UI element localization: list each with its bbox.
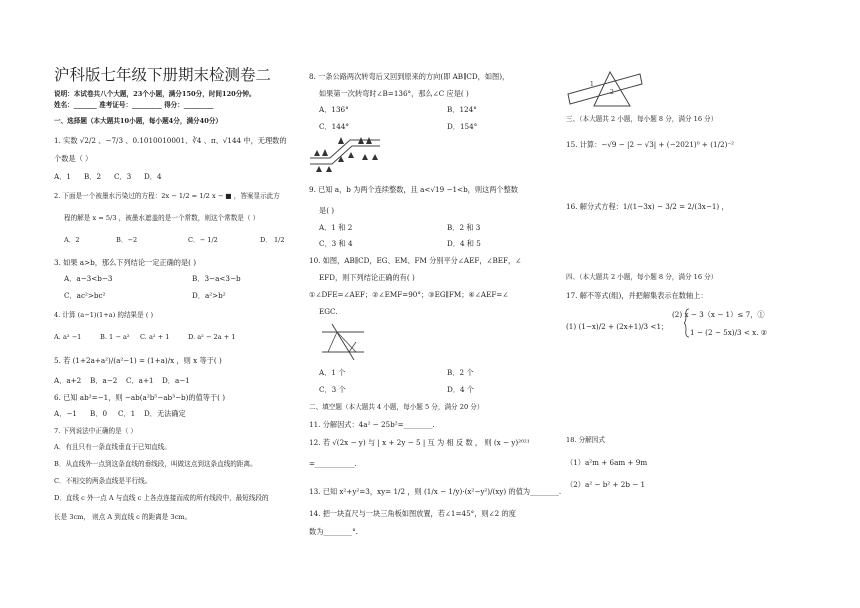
parallel-lines-figure	[320, 322, 366, 362]
q9-option-c: C．3 和 4	[319, 239, 353, 248]
q8-option-a: A．136°	[319, 105, 349, 114]
q1-line1: 1. 实数 √2/2 、−7/3 、0.1010010001、∛4 、π、√144 中，无理数的	[54, 136, 287, 145]
q9-option-a: A．1 和 2	[319, 223, 353, 232]
q5-stem: 5. 若 (1+2a+a²)/(a²−1) = (1+a)/x ，则 x 等于( )	[54, 356, 222, 365]
q17-part2-line1: (2) x − 3（x − 1）≤ 7，①	[672, 310, 765, 319]
q2-line2: 程的解是 x = 5/3 ，被墨水遮盖的是一个常数，则这个常数是（ ）	[64, 214, 260, 222]
q4-option-c: C. a² + 1	[140, 333, 170, 341]
q8-option-b: B．124°	[447, 105, 477, 114]
q10-option-c: C．3 个	[319, 385, 346, 394]
right-column	[560, 0, 860, 608]
q3-option-a: A．a−3<b−3	[64, 274, 113, 283]
q10-line3: ①∠DFE=∠AEF；②∠EMF=90°；③EG∥FM；④∠AEF=∠	[309, 290, 509, 299]
page-title: 沪科版七年级下册期末检测卷二	[54, 66, 272, 84]
section-2-heading: 二、填空题（本大题共 4 小题，每小题 5 分，满分 20 分）	[309, 403, 484, 411]
name-line: 姓名：_______ 准考证号：_________ 得分：_________	[54, 101, 214, 109]
q9-option-d: D．4 和 5	[447, 239, 481, 248]
q13: 13. 已知 x²+y²=3，xy= 1/2 ，则 (1/x − 1/y)·(x²−y²)/(xy) 的值为________.	[309, 487, 562, 496]
q7-stem: 7. 下列说法中正确的是（ ）	[54, 427, 138, 435]
q4-option-d: D. a² − 2a + 1	[188, 333, 236, 341]
left-column	[0, 0, 300, 608]
middle-column	[300, 0, 560, 608]
q10-option-a: A．1 个	[319, 368, 346, 377]
q2-line1: 2. 下面是一个被墨水污染过的方程：2x − 1/2 = 1/2 x − ■ ，答案显示此方	[54, 192, 280, 200]
svg-text:1: 1	[590, 81, 594, 88]
q4-option-a: A. a² −1	[54, 333, 82, 341]
system-brace	[684, 308, 690, 338]
q1-line2: 个数是（ ）	[54, 154, 93, 163]
q8-option-c: C．144°	[319, 122, 349, 131]
q3-option-d: D．a²>b²	[192, 291, 226, 300]
q15: 15. 计算：−√9 − |2 − √3| + (−2021)⁰ + (1/2)⁻²	[566, 140, 735, 149]
q8-line1: 8. 一条公路两次转弯后又回到原来的方向(即 AB∥CD，如图)，	[309, 72, 510, 81]
q7-option-b: B．从直线外一点到这条直线的垂线段，叫做这点到这条直线的距离。	[54, 460, 257, 468]
q10-option-d: D．4 个	[447, 385, 474, 394]
q7-option-a: A．有且只有一条直线垂直于已知直线。	[54, 443, 171, 451]
q17-part2-line2: 1 − (2 − 5x)/3 < x. ②	[690, 328, 768, 337]
q7-option-c: C．不相交的两条直线是平行线。	[54, 477, 152, 485]
q9-line1: 9. 已知 a，b 为两个连续整数，且 a<√19 −1<b，则这两个整数	[309, 185, 518, 194]
q10-line2: EFD，则下列结论正确的有( )	[319, 273, 415, 282]
q1-option-d: D．4	[144, 172, 162, 181]
q1-option-b: B．2	[84, 172, 102, 181]
q7-option-d-line1: D．直线 c 外一点 A 与直线 c 上各点连接而成的所有线段中，最短线段的	[54, 494, 269, 502]
road-figure	[308, 134, 382, 174]
q1-option-c: C．3	[114, 172, 132, 181]
q2-option-a: A．2	[64, 236, 80, 244]
instructions: 说明：本试卷共八个大题，23个小题，满分150分，时间120分钟。	[54, 90, 256, 98]
q10-line4: EGC.	[319, 307, 338, 316]
q6-option-d: D．无法确定	[144, 409, 186, 418]
q9-option-b: B．2 和 3	[447, 223, 481, 232]
q16: 16. 解分式方程：1/(1−3x) − 3/2 = 2/(3x−1) ，	[566, 202, 729, 211]
q10-line1: 10. 如图，AB∥CD，EG、EM、FM 分别平分∠AEF，∠BEF，∠	[309, 256, 522, 265]
q6-option-a: A．−1	[54, 409, 77, 418]
q3-option-c: C．ac²>bc²	[64, 291, 106, 300]
q6-option-b: B．0	[90, 409, 108, 418]
section-1-heading: 一、选择题（本大题共10小题，每小题4分，满分40分）	[54, 117, 223, 125]
q5-option-a: A．a+2	[54, 376, 82, 385]
section-4-heading: 四、（本大题共 2 小题，每小题 8 分，满分 16 分）	[566, 273, 718, 281]
q9-line2: 是( )	[319, 206, 335, 215]
q2-option-d: D． 1/2	[260, 236, 285, 244]
q3-option-b: B．3−a<3−b	[192, 274, 241, 283]
q18-part2: （2）a² − b² + 2b − 1	[566, 480, 646, 489]
q5-option-b: B．a−2	[90, 376, 118, 385]
q14-line1: 14. 把一块直尺与一块三角板如图放置，若∠1=45°，则∠2 的度	[309, 509, 516, 518]
q12-line1: 12. 若 √(2x − y) 与 | x + 2y − 5 | 互 为 相 反 数 ， 则 (x − y)²⁰²¹	[309, 438, 530, 447]
section-3-heading: 三、（本大题共 2 小题，每小题 8 分，满分 16 分）	[566, 115, 718, 123]
q17-part1: (1) (1−x)/2 + (2x+1)/3 <1；	[566, 322, 669, 331]
ruler-triangle-figure	[566, 66, 644, 110]
q14-line2: 数为________°.	[309, 527, 359, 536]
q8-option-d: D．154°	[447, 122, 478, 131]
q2-option-b: B．−2	[116, 236, 138, 244]
q5-option-c: C．a+1	[126, 376, 154, 385]
q17-stem: 17. 解不等式(组)，并把解集表示在数轴上：	[566, 291, 708, 300]
q6-option-c: C．1	[118, 409, 136, 418]
q4-stem: 4. 计算 (a−1)(1+a) 的结果是 ( )	[54, 311, 154, 319]
q7-option-d-line2: 长是 3cm， 则点 A 到直线 c 的距离是 3cm。	[54, 513, 192, 521]
q6-stem: 6. 已知 ab²=−1，则 −ab(a²b⁵−ab³−b)的值等于( )	[54, 393, 226, 402]
q8-line2: 如果第一次转弯时∠B=136°，那么∠C 应是( )	[319, 89, 469, 98]
q4-option-b: B. 1 − a²	[100, 333, 130, 341]
q3-stem: 3. 如果 a>b，那么下列结论一定正确的是( )	[54, 258, 197, 267]
q1-option-a: A．1	[54, 172, 71, 181]
svg-text:2: 2	[610, 89, 614, 96]
q5-option-d: D．a−1	[162, 376, 190, 385]
q11: 11. 分解因式：4a² − 25b²=________.	[309, 420, 435, 429]
q18-part1: （1）a²m + 6am + 9m	[566, 458, 648, 467]
q18-stem: 18. 分解因式	[566, 436, 605, 444]
q10-option-b: B．2 个	[447, 368, 474, 377]
q12-line2: =___________.	[309, 459, 357, 468]
q2-option-c: C．− 1/2	[188, 236, 218, 244]
